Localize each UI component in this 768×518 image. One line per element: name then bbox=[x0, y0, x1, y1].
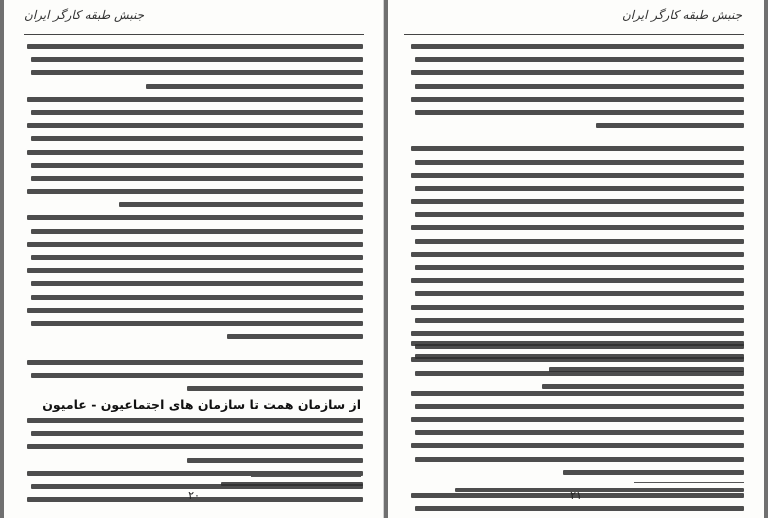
right-header-rule bbox=[404, 34, 744, 35]
right-running-header: جنبش طبقه کارگر ایران bbox=[621, 8, 742, 22]
right-page bbox=[388, 0, 764, 518]
left-footnote-rule bbox=[251, 476, 361, 477]
left-header-rule bbox=[24, 34, 364, 35]
right-footnote-rule bbox=[634, 482, 744, 483]
left-body-text-block-2 bbox=[24, 360, 363, 400]
section-heading: از سازمان همت تا سازمان های اجتماعیون - عامیون bbox=[42, 397, 361, 412]
left-running-header: جنبش طبقه کارگر ایران bbox=[24, 8, 145, 22]
left-page bbox=[4, 0, 384, 518]
left-body-text-block-1 bbox=[24, 44, 363, 347]
right-page-number: ۲۱ bbox=[570, 489, 582, 502]
left-page-number: ۲۰ bbox=[188, 489, 200, 502]
